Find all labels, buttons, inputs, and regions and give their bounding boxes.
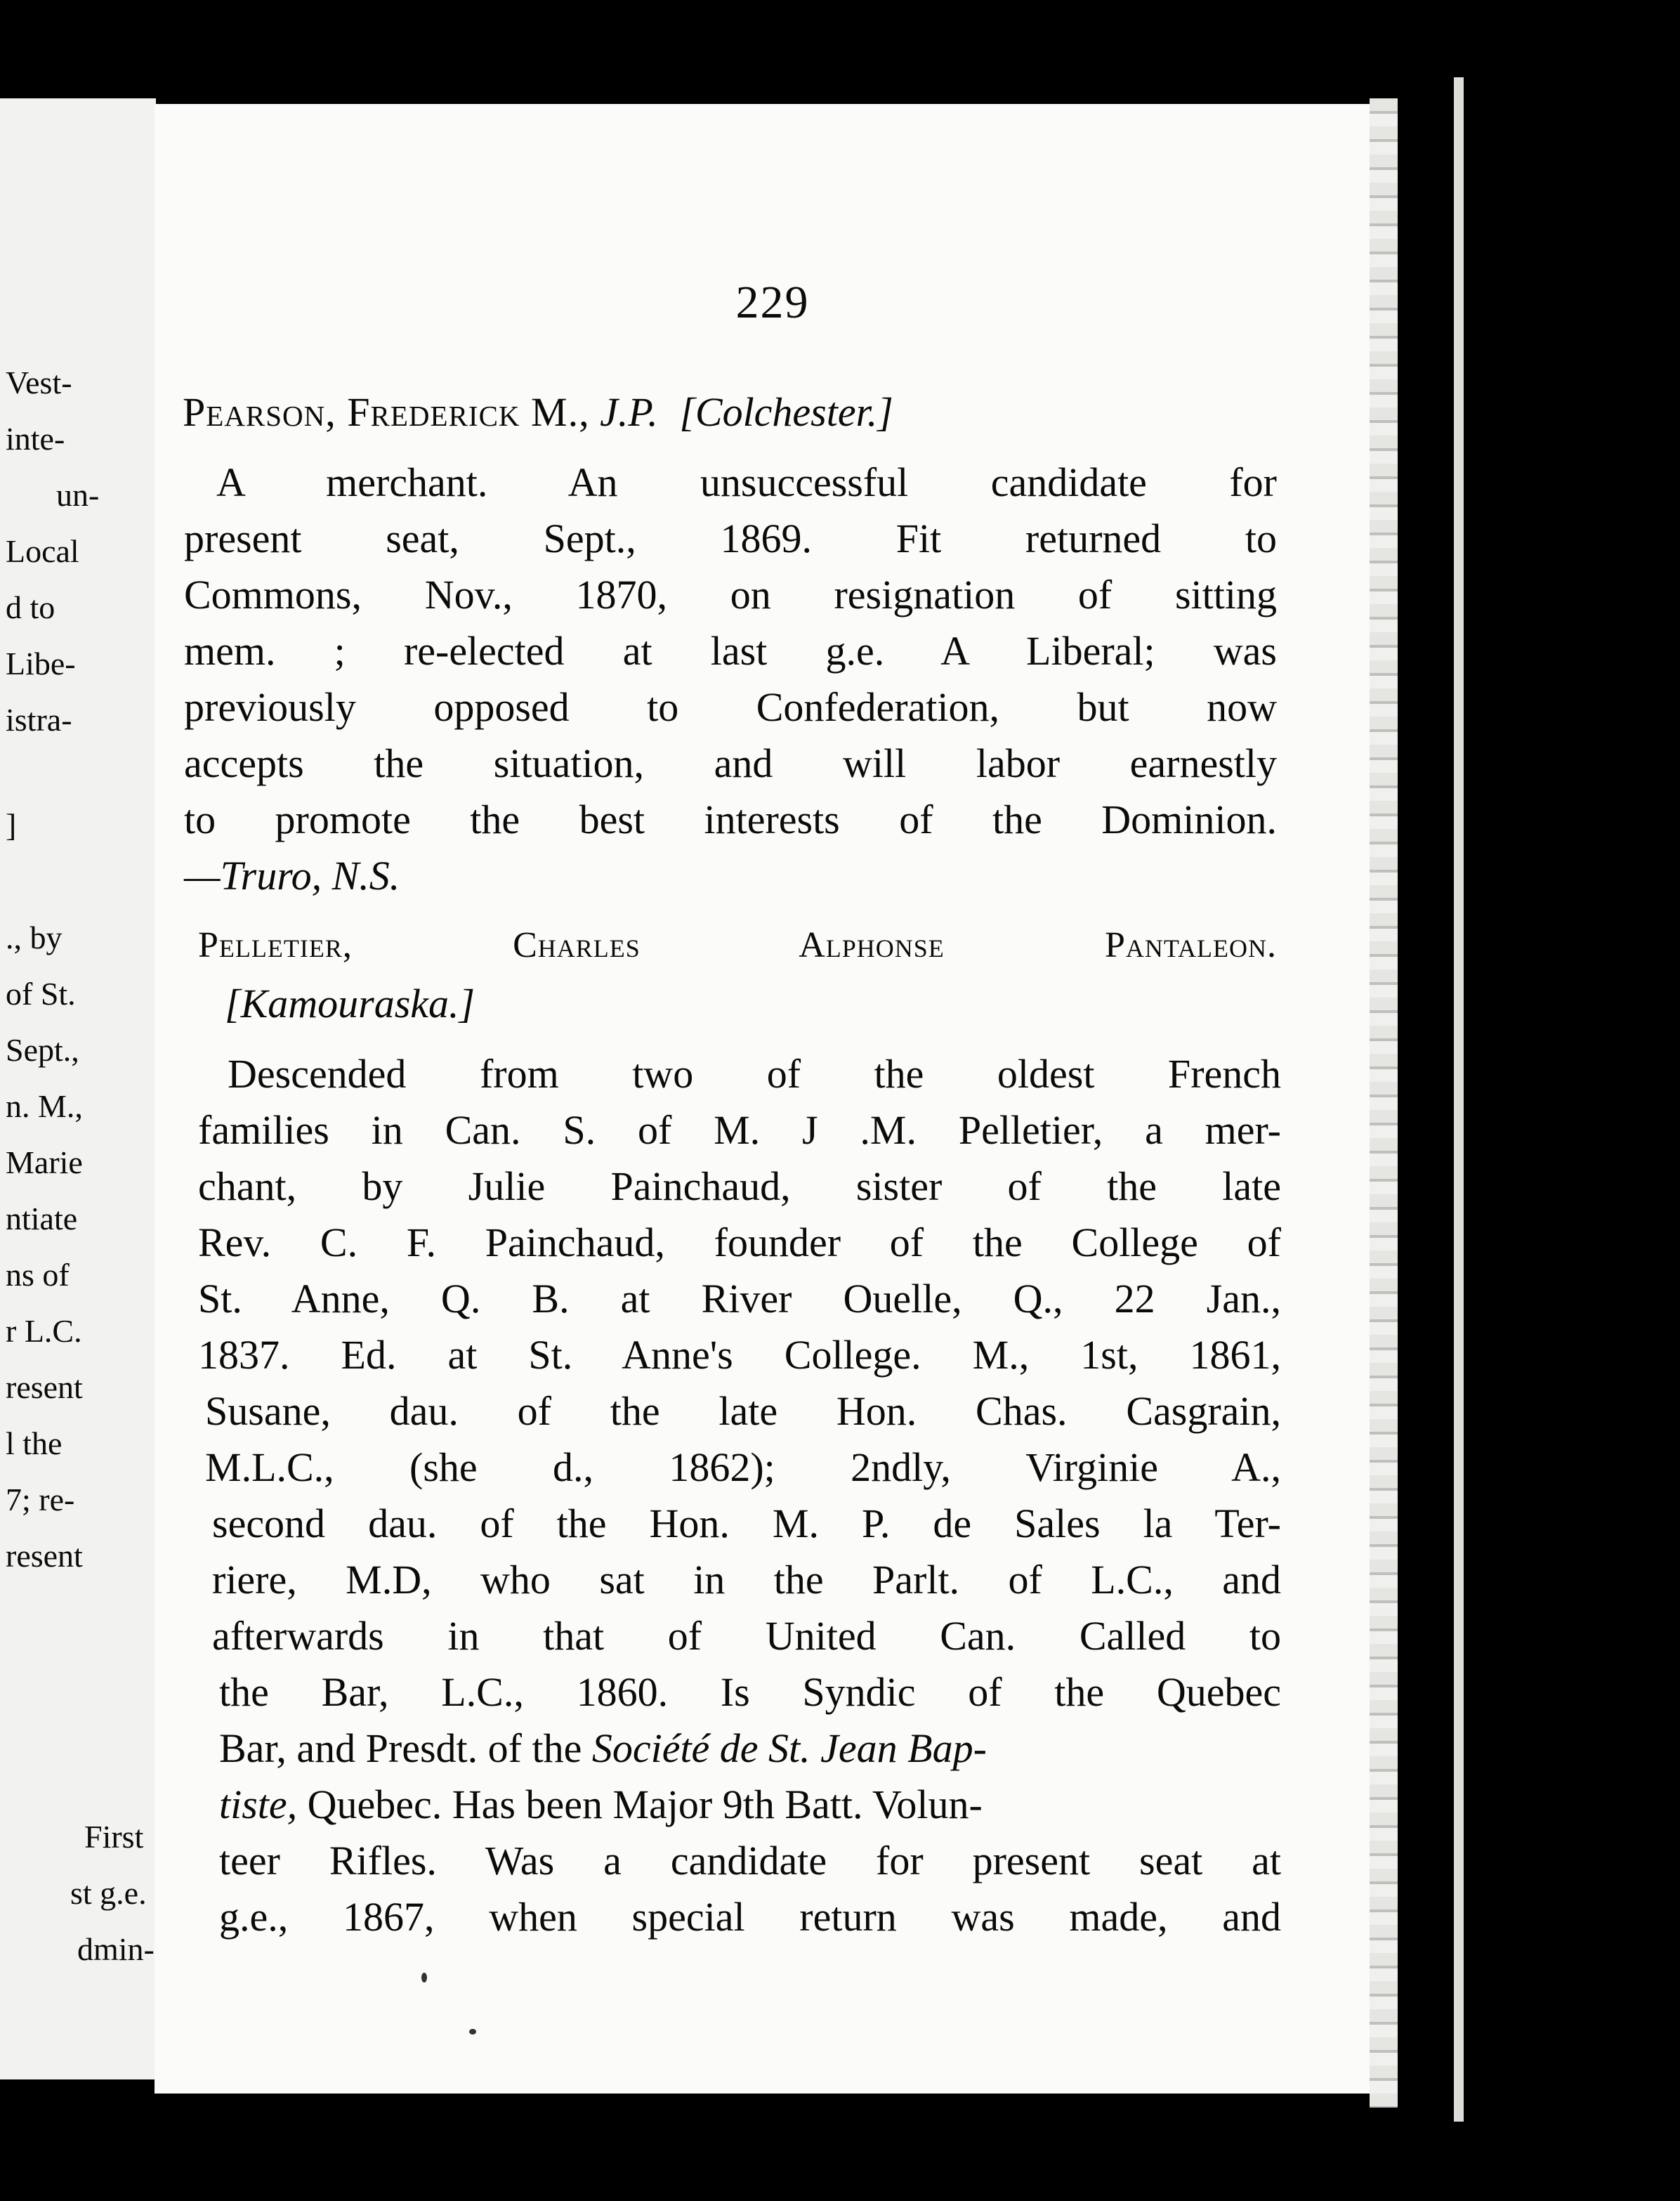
left-page-line: d to bbox=[6, 589, 55, 625]
left-page-line: Vest- bbox=[6, 365, 72, 400]
left-page-line: r L.C. bbox=[6, 1313, 82, 1349]
left-page-line: Marie bbox=[6, 1144, 83, 1180]
entry-body-line bbox=[219, 1725, 1281, 1771]
left-page-line: inte- bbox=[6, 421, 65, 457]
entry-heading bbox=[183, 389, 893, 435]
entry-body-line: the Bar, L.C., 1860. Is Syndic of the Quebec bbox=[219, 1669, 1281, 1715]
text-span: Quebec. Has been Major 9th Batt. Volun- bbox=[297, 1782, 983, 1827]
book-page bbox=[155, 104, 1391, 2094]
italic-text-span: Société de St. Jean Bap- bbox=[591, 1725, 987, 1771]
entry-body-line: accepts the situation, and will labor earnestly bbox=[184, 740, 1277, 786]
entry-body-line: Commons, Nov., 1870, on resignation of sitting bbox=[184, 572, 1277, 618]
entry-body-line: to promote the best interests of the Dominion. bbox=[184, 797, 1277, 842]
left-page-line: resent bbox=[6, 1369, 83, 1405]
entry-riding: [Colchester.] bbox=[679, 389, 893, 435]
left-page-line: Sept., bbox=[6, 1032, 79, 1068]
page-edge bbox=[1370, 98, 1398, 2108]
entry-body-line: previously opposed to Confederation, but now bbox=[184, 684, 1277, 730]
left-page-line: First bbox=[84, 1819, 144, 1855]
left-page-line: resent bbox=[6, 1538, 83, 1574]
left-page-fragment bbox=[0, 98, 156, 2079]
ink-speck bbox=[421, 1973, 427, 1983]
entry-body-line: chant, by Julie Painchaud, sister of the late bbox=[198, 1163, 1281, 1209]
entry-body-line: Rev. C. F. Painchaud, founder of the College of bbox=[198, 1220, 1281, 1265]
ink-speck bbox=[469, 2029, 476, 2035]
entry-title: J.P. bbox=[600, 389, 658, 435]
entry-body-line bbox=[219, 1784, 1281, 1825]
entry-heading bbox=[198, 927, 1277, 964]
page-edge-strip bbox=[1454, 77, 1464, 2122]
entry-body-line: A merchant. An unsuccessful candidate for bbox=[216, 459, 1277, 505]
entry-riding: [Kamouraska.] bbox=[225, 981, 475, 1026]
left-page-line: n. M., bbox=[6, 1088, 83, 1124]
entry-body-line: families in Can. S. of M. J .M. Pelletier, a mer- bbox=[198, 1107, 1281, 1153]
left-page-line: st g.e. bbox=[70, 1875, 147, 1911]
left-page-line: un- bbox=[56, 477, 100, 513]
left-page-line: ns of bbox=[6, 1257, 70, 1293]
left-page-line: ] bbox=[6, 807, 17, 843]
entry-body-line: mem. ; re-elected at last g.e. A Liberal; was bbox=[184, 628, 1277, 674]
entry-body-line: teer Rifles. Was a candidate for present seat at bbox=[219, 1838, 1281, 1883]
italic-text-span: tiste, bbox=[219, 1782, 298, 1827]
left-page-line: 7; re- bbox=[6, 1482, 75, 1517]
left-page-line: Local bbox=[6, 533, 79, 569]
entry-name-part: Pelletier, bbox=[198, 925, 353, 965]
entry-body-line: M.L.C., (she d., 1862); 2ndly, Virginie A., bbox=[205, 1444, 1281, 1490]
text-span: Bar, and Presdt. of the bbox=[219, 1725, 592, 1771]
left-page-line: ntiate bbox=[6, 1201, 78, 1236]
entry-body-line: riere, M.D, who sat in the Parlt. of L.C., and bbox=[212, 1557, 1281, 1602]
entry-body-line: Susane, dau. of the late Hon. Chas. Casgrain, bbox=[205, 1388, 1281, 1434]
entry-body-line: g.e., 1867, when special return was made, and bbox=[219, 1894, 1281, 1940]
page-number: 229 bbox=[735, 277, 810, 328]
entry-body-line: St. Anne, Q. B. at River Ouelle, Q., 22 Jan., bbox=[198, 1276, 1281, 1321]
left-page-line: ., by bbox=[6, 920, 63, 955]
entry-body-line: second dau. of the Hon. M. P. de Sales la Ter- bbox=[212, 1501, 1281, 1546]
entry-name-part: Alphonse bbox=[799, 925, 945, 965]
entry-body-line: afterwards in that of United Can. Called to bbox=[212, 1613, 1281, 1659]
left-page-line: istra- bbox=[6, 702, 72, 738]
entry-body-line: 1837. Ed. at St. Anne's College. M., 1st, 1861, bbox=[198, 1332, 1281, 1378]
left-page-line: dmin- bbox=[77, 1931, 155, 1967]
left-page-line: Libe- bbox=[6, 646, 76, 681]
entry-address: —Truro, N.S. bbox=[184, 853, 400, 899]
left-page-line: of St. bbox=[6, 976, 76, 1012]
entry-name: Pearson, Frederick M., bbox=[183, 389, 590, 435]
entry-name-part: Pantaleon. bbox=[1105, 925, 1277, 965]
entry-body-line: Descended from two of the oldest French bbox=[228, 1051, 1281, 1097]
left-page-line: l the bbox=[6, 1425, 63, 1461]
entry-name-part: Charles bbox=[513, 925, 641, 965]
entry-body-line: present seat, Sept., 1869. Fit returned to bbox=[184, 516, 1277, 561]
